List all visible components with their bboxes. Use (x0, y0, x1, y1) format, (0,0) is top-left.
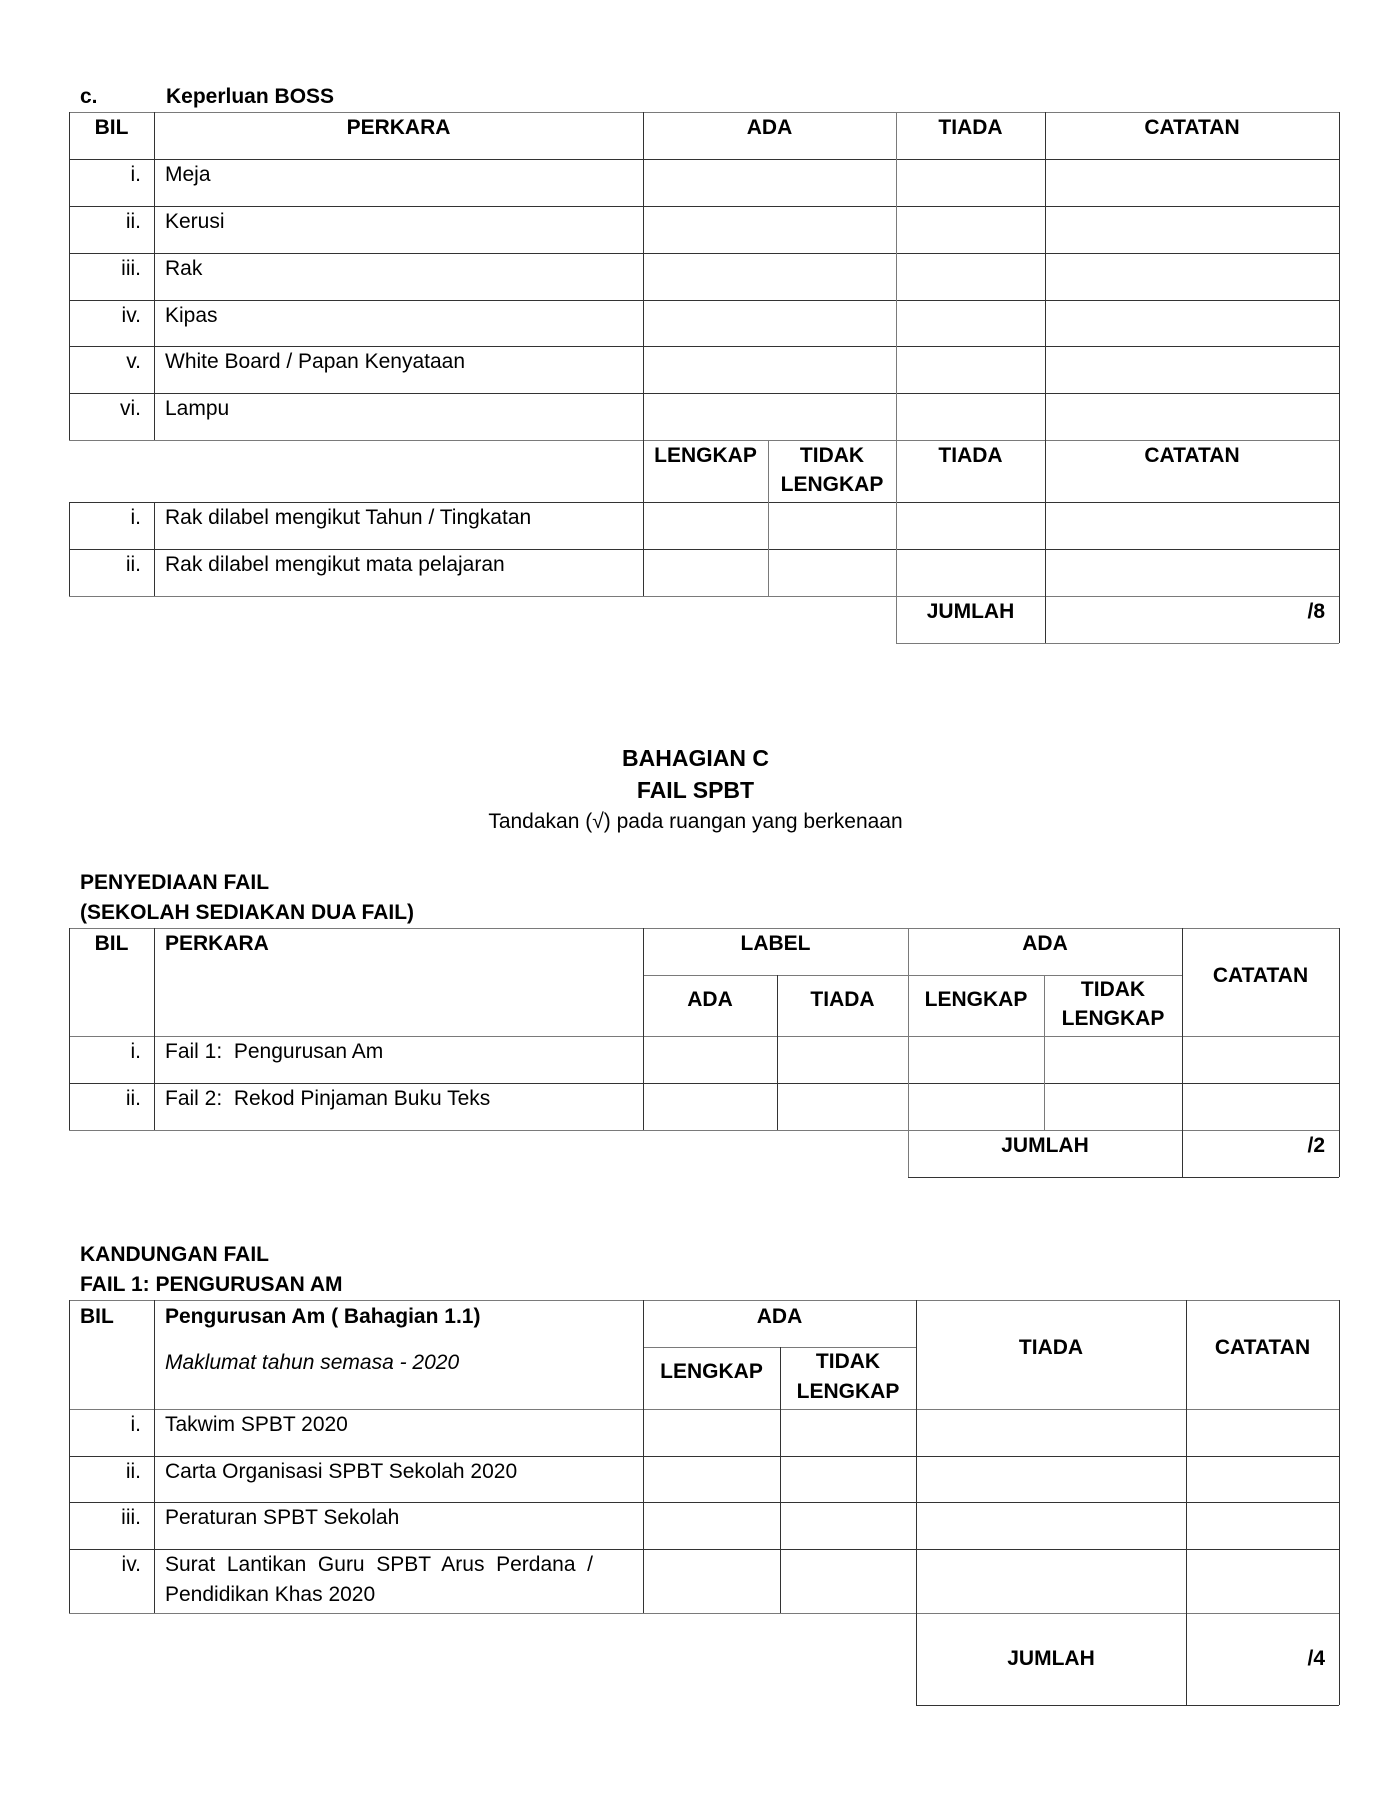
row-perkara: Kipas (165, 304, 218, 327)
row-bil: ii. (125, 210, 141, 233)
row-bil: iv. (121, 1553, 141, 1576)
table-border-line (69, 300, 1339, 301)
row-bil: v. (126, 350, 141, 373)
table-border-line (154, 112, 155, 440)
table-border-line (916, 1705, 1339, 1706)
col-header-perkara-note: Maklumat tahun semasa - 2020 (165, 1351, 460, 1374)
table-border-line (1339, 928, 1340, 1177)
row-bil: iii. (121, 257, 141, 280)
row-perkara: Lampu (165, 397, 230, 420)
row-bil: iii. (121, 1506, 141, 1529)
col-header-tidak: TIDAK (799, 444, 865, 467)
col-header-bil: BIL (94, 932, 129, 955)
col-header-catatan: CATATAN (1144, 116, 1240, 139)
col-header-catatan: CATATAN (1214, 1336, 1311, 1359)
col-header-catatan: CATATAN (1144, 444, 1240, 467)
table-border-line (69, 206, 1339, 207)
jumlah-value: /4 (1307, 1647, 1325, 1670)
col-header-ada: ADA (746, 116, 793, 139)
col-header-tiada: TIADA (1018, 1336, 1084, 1359)
row-bil: iv. (121, 304, 141, 327)
col-header-tiada: TIADA (938, 444, 1003, 467)
section-letter: c. (80, 85, 98, 108)
table-border-line (1339, 112, 1340, 643)
col-header-label: LABEL (740, 932, 811, 955)
row-bil: ii. (125, 1087, 141, 1110)
row-perkara: Rak dilabel mengikut mata pelajaran (165, 553, 505, 576)
col-header-perkara: PERKARA (346, 116, 451, 139)
col-header-tidak-lengkap: LENGKAP (780, 473, 884, 496)
row-perkara: Kerusi (165, 210, 225, 233)
table-border-line (643, 1300, 644, 1613)
col-header-tiada: TIADA (938, 116, 1003, 139)
col-header-tidak-lengkap: LENGKAP (796, 1380, 900, 1403)
col-header-ada-group: ADA (756, 1305, 803, 1328)
col-header-tidak: TIDAK (1080, 978, 1146, 1001)
col-header-lengkap: LENGKAP (654, 444, 757, 467)
col-header-tidak: TIDAK (815, 1350, 881, 1373)
jumlah-label: JUMLAH (1001, 1134, 1089, 1157)
row-perkara: Rak dilabel mengikut Tahun / Tingkatan (165, 506, 532, 529)
instruction-text: Tandakan (√) pada ruangan yang berkenaan (488, 810, 903, 833)
row-perkara: Rak (165, 257, 203, 280)
table-border-line (1339, 1300, 1340, 1705)
row-bil: i. (130, 506, 141, 529)
row-perkara-line2: Pendidikan Khas 2020 (165, 1583, 376, 1606)
table-border-line (896, 643, 1339, 644)
row-perkara: Meja (165, 163, 211, 186)
col-header-bil: BIL (94, 116, 129, 139)
page-title: BAHAGIAN C (622, 745, 769, 771)
section-subtitle: (SEKOLAH SEDIAKAN DUA FAIL) (80, 901, 415, 924)
page-subtitle: FAIL SPBT (636, 777, 755, 803)
section-title: KANDUNGAN FAIL (80, 1243, 269, 1266)
col-header-perkara: Pengurusan Am ( Bahagian 1.1) (165, 1305, 481, 1328)
table-border-line (154, 928, 155, 1130)
table-border-line (69, 393, 1339, 394)
jumlah-value: /2 (1307, 1134, 1325, 1157)
jumlah-value: /8 (1307, 600, 1325, 623)
col-header-label-ada: ADA (687, 988, 733, 1011)
row-bil: ii. (125, 553, 141, 576)
col-header-catatan: CATATAN (1212, 964, 1309, 987)
row-bil: i. (130, 1040, 141, 1063)
row-bil: i. (130, 1413, 141, 1436)
col-header-ada-group: ADA (1022, 932, 1068, 955)
row-perkara: White Board / Papan Kenyataan (165, 350, 466, 373)
row-bil: vi. (120, 397, 141, 420)
table-border-line (643, 112, 644, 596)
section-subtitle: FAIL 1: PENGURUSAN AM (80, 1273, 343, 1296)
col-header-label-tiada: TIADA (810, 988, 875, 1011)
table-border-line (69, 1613, 1339, 1614)
table-border-line (896, 112, 897, 643)
col-header-lengkap: LENGKAP (660, 1360, 763, 1383)
row-perkara: Fail 2: Rekod Pinjaman Buku Teks (165, 1087, 491, 1110)
jumlah-label: JUMLAH (1007, 1647, 1095, 1670)
table-border-line (154, 502, 155, 596)
table-border-line (1045, 112, 1046, 643)
section-title: PENYEDIAAN FAIL (80, 871, 270, 894)
row-bil: i. (130, 163, 141, 186)
row-perkara: Peraturan SPBT Sekolah (165, 1506, 400, 1529)
table-border-line (69, 159, 1339, 160)
col-header-lengkap: LENGKAP (924, 988, 1028, 1011)
col-header-bil: BIL (80, 1305, 114, 1328)
row-perkara: Carta Organisasi SPBT Sekolah 2020 (165, 1460, 518, 1483)
col-header-perkara: PERKARA (165, 932, 269, 955)
row-perkara: Fail 1: Pengurusan Am (165, 1040, 384, 1063)
section-title: Keperluan BOSS (166, 85, 335, 108)
jumlah-label: JUMLAH (926, 600, 1015, 623)
table-border-line (69, 1300, 1339, 1301)
row-perkara: Surat Lantikan Guru SPBT Arus Perdana / (165, 1553, 594, 1576)
table-border-line (69, 253, 1339, 254)
row-bil: ii. (125, 1460, 141, 1483)
table-border-line (154, 1300, 155, 1613)
col-header-tidak-lengkap: LENGKAP (1061, 1007, 1165, 1030)
table-border-line (908, 1177, 1339, 1178)
row-perkara: Takwim SPBT 2020 (165, 1413, 348, 1436)
